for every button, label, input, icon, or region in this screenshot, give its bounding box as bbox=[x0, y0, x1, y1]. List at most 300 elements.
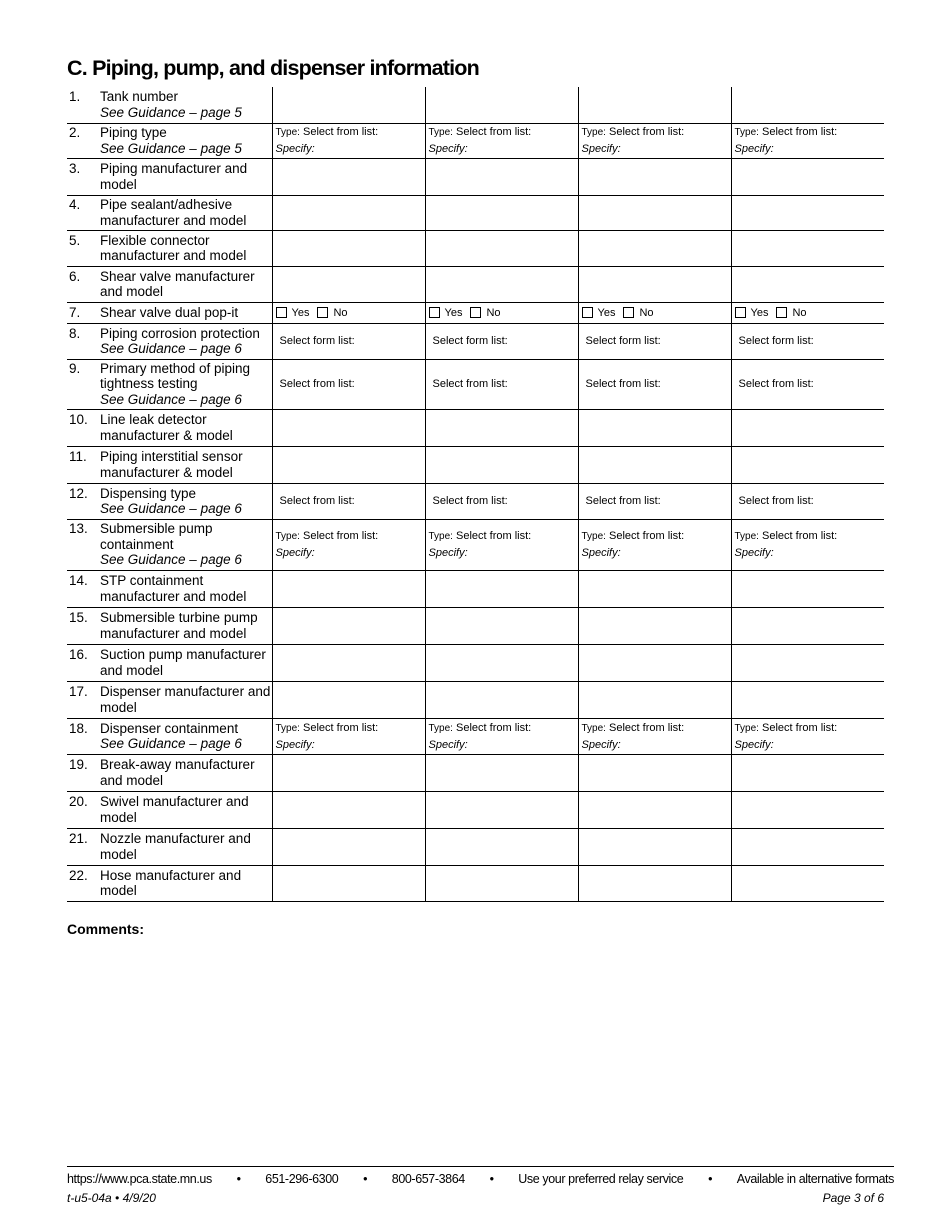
specify-field[interactable]: Specify: bbox=[734, 547, 774, 559]
no-label: No bbox=[639, 306, 654, 319]
tank-4-field bbox=[731, 519, 884, 570]
type-prefix: Type: bbox=[734, 722, 759, 734]
type-prefix: Type: bbox=[275, 531, 300, 542]
row-number: 22. bbox=[69, 867, 88, 883]
row-label-title: Shear valve dual pop-it bbox=[100, 304, 239, 320]
tank-1-field[interactable] bbox=[272, 570, 425, 607]
tank-2-field[interactable] bbox=[425, 681, 578, 718]
tank-2-field bbox=[425, 718, 578, 754]
table-row bbox=[67, 266, 884, 302]
specify-field[interactable]: Specify: bbox=[581, 143, 621, 155]
row-label-wrap bbox=[67, 125, 272, 156]
tank-4-field[interactable] bbox=[731, 570, 884, 607]
row-label-wrap bbox=[67, 647, 272, 678]
tank-2-field bbox=[425, 519, 578, 570]
row-label-title: Submersible pump containment bbox=[100, 521, 213, 552]
table-row bbox=[67, 409, 884, 446]
tank-4-field bbox=[731, 718, 884, 754]
select-placeholder: Select from list: bbox=[456, 721, 532, 734]
tank-1-field[interactable] bbox=[272, 87, 425, 123]
row-label-text bbox=[100, 721, 272, 752]
section-title: C. Piping, pump, and dispenser information bbox=[67, 56, 479, 80]
tank-1-field[interactable] bbox=[272, 791, 425, 828]
tank-4-field[interactable] bbox=[731, 828, 884, 865]
row-label bbox=[67, 123, 272, 158]
row-label bbox=[67, 302, 272, 323]
guidance-reference: See Guidance – page 6 bbox=[100, 501, 242, 516]
tank-4-field bbox=[731, 359, 884, 409]
row-label bbox=[67, 446, 272, 483]
tank-1-field[interactable] bbox=[272, 266, 425, 302]
type-dropdown[interactable] bbox=[735, 720, 885, 737]
row-label-wrap bbox=[67, 89, 272, 120]
tank-1-field bbox=[272, 323, 425, 359]
footer-bullet: • bbox=[236, 1172, 241, 1186]
row-label-text bbox=[100, 831, 272, 862]
type-dropdown[interactable] bbox=[276, 720, 425, 737]
type-dropdown[interactable] bbox=[582, 124, 731, 141]
row-number: 4. bbox=[69, 197, 81, 212]
footer-bullet: • bbox=[708, 1172, 713, 1186]
no-checkbox[interactable] bbox=[317, 307, 328, 318]
row-number: 16. bbox=[69, 647, 88, 662]
specify-field[interactable]: Specify: bbox=[275, 547, 315, 559]
specify-field[interactable]: Specify: bbox=[275, 738, 315, 751]
table-row bbox=[67, 607, 884, 644]
no-label: No bbox=[486, 306, 501, 319]
tank-3-field[interactable] bbox=[578, 570, 731, 607]
row-label-wrap bbox=[67, 305, 272, 321]
row-label-wrap bbox=[67, 449, 272, 480]
footer-meta bbox=[67, 1191, 884, 1205]
row-number: 3. bbox=[69, 161, 81, 176]
row-label-title: Flexible connector manufacturer and model bbox=[100, 232, 247, 263]
tank-1-field[interactable] bbox=[272, 644, 425, 681]
tank-3-field bbox=[578, 123, 731, 158]
row-number: 14. bbox=[69, 573, 88, 588]
select-dropdown[interactable]: Select form list: bbox=[738, 335, 814, 347]
row-number: 5. bbox=[69, 232, 81, 248]
tank-4-field[interactable] bbox=[731, 791, 884, 828]
tank-4-field[interactable] bbox=[731, 409, 884, 446]
row-label-text bbox=[100, 610, 272, 641]
tank-2-field[interactable] bbox=[425, 230, 578, 266]
row-label-title: Dispensing type bbox=[100, 485, 197, 501]
row-label bbox=[67, 754, 272, 791]
type-dropdown[interactable] bbox=[429, 720, 578, 737]
tank-3-field bbox=[578, 718, 731, 754]
footer-formats: Available in alternative formats bbox=[736, 1172, 894, 1186]
row-label bbox=[67, 266, 272, 302]
row-label bbox=[67, 791, 272, 828]
no-checkbox[interactable] bbox=[776, 307, 787, 318]
footer-phone-1: 651-296-6300 bbox=[265, 1172, 339, 1186]
row-label bbox=[67, 230, 272, 266]
tank-2-field[interactable] bbox=[425, 195, 578, 230]
select-placeholder: Select from list: bbox=[303, 126, 379, 138]
tank-3-field[interactable] bbox=[578, 754, 731, 791]
select-dropdown[interactable]: Select form list: bbox=[432, 335, 508, 347]
row-label-wrap bbox=[67, 197, 272, 228]
tank-4-field[interactable] bbox=[731, 195, 884, 230]
tank-4-field[interactable] bbox=[731, 754, 884, 791]
row-label-title: Dispenser containment bbox=[100, 720, 239, 736]
tank-4-field[interactable] bbox=[731, 644, 884, 681]
table-row bbox=[67, 446, 884, 483]
row-label-text bbox=[100, 757, 272, 788]
row-label-wrap bbox=[67, 868, 272, 899]
tank-4-field[interactable] bbox=[731, 87, 884, 123]
tank-4-field[interactable] bbox=[731, 446, 884, 483]
type-prefix: Type: bbox=[428, 531, 453, 542]
guidance-reference: See Guidance – page 5 bbox=[100, 104, 242, 120]
specify-field[interactable]: Specify: bbox=[581, 738, 621, 751]
specify-field[interactable]: Specify: bbox=[581, 547, 621, 559]
tank-1-field[interactable] bbox=[272, 230, 425, 266]
yes-label: Yes bbox=[750, 306, 769, 319]
row-label bbox=[67, 158, 272, 195]
tank-3-field[interactable] bbox=[578, 607, 731, 644]
specify-field[interactable]: Specify: bbox=[428, 738, 468, 751]
footer-divider bbox=[67, 1166, 894, 1167]
select-placeholder: Select from list: bbox=[762, 126, 838, 138]
row-label-text bbox=[100, 361, 272, 408]
tank-3-field bbox=[578, 483, 731, 519]
table-row bbox=[67, 754, 884, 791]
tank-4-field bbox=[731, 302, 884, 323]
footer-doc-id: t-u5-04a • 4/9/20 bbox=[67, 1191, 156, 1205]
yes-label: Yes bbox=[597, 306, 616, 319]
yes-no-group bbox=[276, 307, 425, 319]
tank-3-field[interactable] bbox=[578, 828, 731, 865]
row-number: 8. bbox=[69, 325, 81, 341]
row-label-title: Piping manufacturer and model bbox=[100, 161, 248, 192]
piping-pump-dispenser-table bbox=[67, 87, 884, 902]
type-prefix: Type: bbox=[581, 722, 606, 734]
table-row bbox=[67, 195, 884, 230]
row-label-wrap bbox=[67, 721, 272, 752]
tank-3-field[interactable] bbox=[578, 865, 731, 901]
table-row bbox=[67, 519, 884, 570]
select-placeholder: Select from list: bbox=[609, 530, 685, 542]
tank-3-field[interactable] bbox=[578, 409, 731, 446]
select-placeholder: Select from list: bbox=[456, 126, 532, 138]
row-label-title: Swivel manufacturer and model bbox=[100, 794, 249, 825]
row-number: 7. bbox=[69, 304, 81, 320]
no-label: No bbox=[333, 306, 348, 319]
row-number: 11. bbox=[69, 449, 87, 464]
row-label-text bbox=[100, 684, 272, 715]
row-number: 12. bbox=[69, 485, 88, 501]
row-label-wrap bbox=[67, 361, 272, 408]
tank-1-field[interactable] bbox=[272, 865, 425, 901]
tank-1-field[interactable] bbox=[272, 754, 425, 791]
tank-1-field[interactable] bbox=[272, 409, 425, 446]
tank-1-field[interactable] bbox=[272, 681, 425, 718]
tank-1-field[interactable] bbox=[272, 195, 425, 230]
row-label-title: Piping type bbox=[100, 125, 167, 140]
tank-1-field bbox=[272, 123, 425, 158]
tank-3-field[interactable] bbox=[578, 446, 731, 483]
row-label bbox=[67, 718, 272, 754]
tank-1-field[interactable] bbox=[272, 158, 425, 195]
row-label-title: Piping interstitial sensor manufacturer & model bbox=[100, 449, 243, 480]
tank-3-field[interactable] bbox=[578, 266, 731, 302]
select-dropdown[interactable]: Select from list: bbox=[432, 378, 508, 390]
tank-3-field[interactable] bbox=[578, 681, 731, 718]
row-label-title: Tank number bbox=[100, 89, 179, 105]
row-label-wrap bbox=[67, 610, 272, 641]
tank-4-field[interactable] bbox=[731, 158, 884, 195]
row-label-wrap bbox=[67, 757, 272, 788]
tank-1-field[interactable] bbox=[272, 446, 425, 483]
tank-4-field bbox=[731, 483, 884, 519]
select-dropdown[interactable]: Select from list: bbox=[432, 495, 508, 507]
type-dropdown[interactable] bbox=[276, 124, 425, 141]
type-dropdown[interactable] bbox=[429, 124, 578, 141]
row-label-title: Primary method of piping tightness testing bbox=[100, 360, 251, 392]
row-number: 19. bbox=[69, 757, 88, 772]
tank-2-field[interactable] bbox=[425, 791, 578, 828]
row-number: 15. bbox=[69, 610, 88, 625]
type-prefix: Type: bbox=[428, 127, 453, 138]
guidance-reference: See Guidance – page 6 bbox=[100, 341, 242, 356]
row-label-text bbox=[100, 412, 272, 443]
tank-2-field[interactable] bbox=[425, 754, 578, 791]
tank-2-field[interactable] bbox=[425, 644, 578, 681]
row-label bbox=[67, 519, 272, 570]
tank-1-field[interactable] bbox=[272, 828, 425, 865]
tank-3-field[interactable] bbox=[578, 644, 731, 681]
table-row bbox=[67, 644, 884, 681]
row-number: 10. bbox=[69, 412, 88, 427]
row-number: 6. bbox=[69, 268, 81, 284]
row-label-text bbox=[100, 326, 272, 357]
type-dropdown[interactable] bbox=[582, 720, 731, 737]
select-dropdown[interactable]: Select from list: bbox=[738, 495, 814, 507]
type-dropdown[interactable] bbox=[735, 124, 885, 141]
guidance-reference: See Guidance – page 6 bbox=[100, 736, 242, 751]
row-label-wrap bbox=[67, 684, 272, 715]
tank-4-field bbox=[731, 323, 884, 359]
table-row bbox=[67, 87, 884, 123]
no-checkbox[interactable] bbox=[470, 307, 481, 318]
row-label-wrap bbox=[67, 831, 272, 862]
row-label bbox=[67, 195, 272, 230]
select-placeholder: Select from list: bbox=[609, 721, 685, 734]
row-label-wrap bbox=[67, 269, 272, 300]
tank-4-field[interactable] bbox=[731, 607, 884, 644]
tank-3-field[interactable] bbox=[578, 87, 731, 123]
row-label-title: STP containment manufacturer and model bbox=[100, 573, 247, 604]
row-number: 18. bbox=[69, 720, 88, 736]
guidance-reference: See Guidance – page 5 bbox=[100, 140, 242, 156]
tank-2-field[interactable] bbox=[425, 607, 578, 644]
row-label-text bbox=[100, 486, 272, 517]
tank-3-field[interactable] bbox=[578, 791, 731, 828]
row-label-title: Piping corrosion protection bbox=[100, 325, 260, 341]
row-label-text bbox=[100, 161, 272, 192]
type-prefix: Type: bbox=[275, 127, 300, 138]
row-label-text bbox=[100, 269, 272, 300]
tank-4-field[interactable] bbox=[731, 230, 884, 266]
row-label-wrap bbox=[67, 521, 272, 568]
row-number: 17. bbox=[69, 684, 88, 699]
tank-2-field bbox=[425, 323, 578, 359]
tank-3-field bbox=[578, 519, 731, 570]
footer-relay: Use your preferred relay service bbox=[518, 1172, 684, 1186]
row-label-wrap bbox=[67, 412, 272, 443]
row-label-text bbox=[100, 647, 272, 678]
row-number: 20. bbox=[69, 794, 88, 809]
tank-4-field[interactable] bbox=[731, 266, 884, 302]
select-dropdown[interactable]: Select from list: bbox=[585, 495, 661, 507]
specify-field[interactable]: Specify: bbox=[275, 143, 315, 155]
tank-1-field bbox=[272, 483, 425, 519]
footer-website-link[interactable]: https://www.pca.state.mn.us bbox=[67, 1172, 212, 1186]
row-label bbox=[67, 409, 272, 446]
tank-2-field[interactable] bbox=[425, 446, 578, 483]
row-label bbox=[67, 828, 272, 865]
tank-3-field[interactable] bbox=[578, 158, 731, 195]
select-dropdown[interactable]: Select from list: bbox=[585, 378, 661, 390]
table-row bbox=[67, 570, 884, 607]
select-dropdown[interactable]: Select from list: bbox=[279, 378, 355, 390]
tank-1-field bbox=[272, 718, 425, 754]
row-label bbox=[67, 87, 272, 123]
row-label bbox=[67, 681, 272, 718]
row-label bbox=[67, 483, 272, 519]
select-dropdown[interactable]: Select from list: bbox=[279, 495, 355, 507]
tank-1-field bbox=[272, 519, 425, 570]
tank-3-field bbox=[578, 359, 731, 409]
type-prefix: Type: bbox=[581, 127, 606, 138]
row-label-text bbox=[100, 521, 272, 568]
row-number: 1. bbox=[69, 89, 81, 105]
row-label bbox=[67, 570, 272, 607]
select-dropdown[interactable]: Select from list: bbox=[738, 378, 814, 390]
guidance-reference: See Guidance – page 6 bbox=[100, 391, 242, 407]
tank-2-field[interactable] bbox=[425, 570, 578, 607]
row-label-text bbox=[100, 794, 272, 825]
row-number: 9. bbox=[69, 360, 81, 376]
select-dropdown[interactable]: Select form list: bbox=[279, 335, 355, 347]
tank-2-field bbox=[425, 483, 578, 519]
tank-3-field[interactable] bbox=[578, 230, 731, 266]
tank-2-field bbox=[425, 302, 578, 323]
row-label-text bbox=[100, 868, 272, 899]
yes-checkbox[interactable] bbox=[582, 307, 593, 318]
row-label-text bbox=[100, 125, 272, 156]
tank-4-field[interactable] bbox=[731, 865, 884, 901]
type-prefix: Type: bbox=[734, 531, 759, 542]
type-dropdown[interactable] bbox=[429, 528, 578, 545]
no-checkbox[interactable] bbox=[623, 307, 634, 318]
type-dropdown[interactable] bbox=[276, 528, 425, 545]
select-placeholder: Select from list: bbox=[456, 530, 532, 542]
select-placeholder: Select from list: bbox=[303, 721, 379, 734]
guidance-reference: See Guidance – page 6 bbox=[100, 552, 242, 568]
footer-contact bbox=[67, 1172, 894, 1186]
row-label-title: Line leak detector manufacturer & model bbox=[100, 412, 233, 443]
tank-2-field[interactable] bbox=[425, 87, 578, 123]
yes-label: Yes bbox=[291, 306, 310, 319]
row-label-title: Submersible turbine pump manufacturer and model bbox=[100, 610, 258, 641]
row-label-title: Hose manufacturer and model bbox=[100, 867, 242, 898]
yes-checkbox[interactable] bbox=[429, 307, 440, 318]
tank-3-field bbox=[578, 323, 731, 359]
yes-checkbox[interactable] bbox=[276, 307, 287, 318]
tank-2-field[interactable] bbox=[425, 828, 578, 865]
select-placeholder: Select from list: bbox=[762, 721, 838, 734]
specify-field[interactable]: Specify: bbox=[428, 143, 468, 155]
footer-phone-2: 800-657-3864 bbox=[391, 1172, 465, 1186]
tank-2-field[interactable] bbox=[425, 158, 578, 195]
footer-page-number: Page 3 of 6 bbox=[822, 1191, 884, 1205]
specify-field[interactable]: Specify: bbox=[428, 547, 468, 559]
row-number: 21. bbox=[69, 831, 88, 846]
type-prefix: Type: bbox=[734, 127, 759, 138]
table-row bbox=[67, 359, 884, 409]
table-row bbox=[67, 681, 884, 718]
tank-2-field[interactable] bbox=[425, 865, 578, 901]
row-label-text bbox=[100, 89, 272, 120]
yes-label: Yes bbox=[444, 306, 463, 319]
row-label-title: Shear valve manufacturer and model bbox=[100, 268, 255, 299]
comments-label: Comments: bbox=[67, 921, 145, 937]
select-placeholder: Select from list: bbox=[303, 530, 379, 542]
type-dropdown[interactable] bbox=[735, 528, 885, 545]
type-dropdown[interactable] bbox=[582, 528, 731, 545]
table-row bbox=[67, 158, 884, 195]
table-row bbox=[67, 791, 884, 828]
table-row bbox=[67, 483, 884, 519]
select-dropdown[interactable]: Select form list: bbox=[585, 335, 661, 347]
row-label-title: Pipe sealant/adhesive manufacturer and model bbox=[100, 197, 247, 228]
select-placeholder: Select from list: bbox=[609, 126, 685, 138]
row-label-wrap bbox=[67, 233, 272, 264]
yes-checkbox[interactable] bbox=[735, 307, 746, 318]
specify-field[interactable]: Specify: bbox=[734, 738, 774, 751]
tank-3-field[interactable] bbox=[578, 195, 731, 230]
row-label bbox=[67, 359, 272, 409]
tank-2-field bbox=[425, 123, 578, 158]
tank-1-field bbox=[272, 359, 425, 409]
row-number: 2. bbox=[69, 125, 81, 140]
table-row bbox=[67, 828, 884, 865]
yes-no-group bbox=[429, 307, 578, 319]
row-label-title: Suction pump manufacturer and model bbox=[100, 647, 266, 678]
no-label: No bbox=[792, 306, 807, 319]
row-label-text bbox=[100, 305, 272, 321]
tank-2-field bbox=[425, 359, 578, 409]
row-label-text bbox=[100, 449, 272, 480]
tank-1-field[interactable] bbox=[272, 607, 425, 644]
specify-field[interactable]: Specify: bbox=[734, 143, 774, 155]
row-label-title: Nozzle manufacturer and model bbox=[100, 831, 251, 862]
row-label-wrap bbox=[67, 573, 272, 604]
tank-2-field[interactable] bbox=[425, 409, 578, 446]
row-label-text bbox=[100, 573, 272, 604]
row-label-wrap bbox=[67, 326, 272, 357]
table-row bbox=[67, 230, 884, 266]
row-label bbox=[67, 607, 272, 644]
tank-4-field[interactable] bbox=[731, 681, 884, 718]
row-label-wrap bbox=[67, 794, 272, 825]
row-label-text bbox=[100, 197, 272, 228]
tank-2-field[interactable] bbox=[425, 266, 578, 302]
table-row bbox=[67, 718, 884, 754]
